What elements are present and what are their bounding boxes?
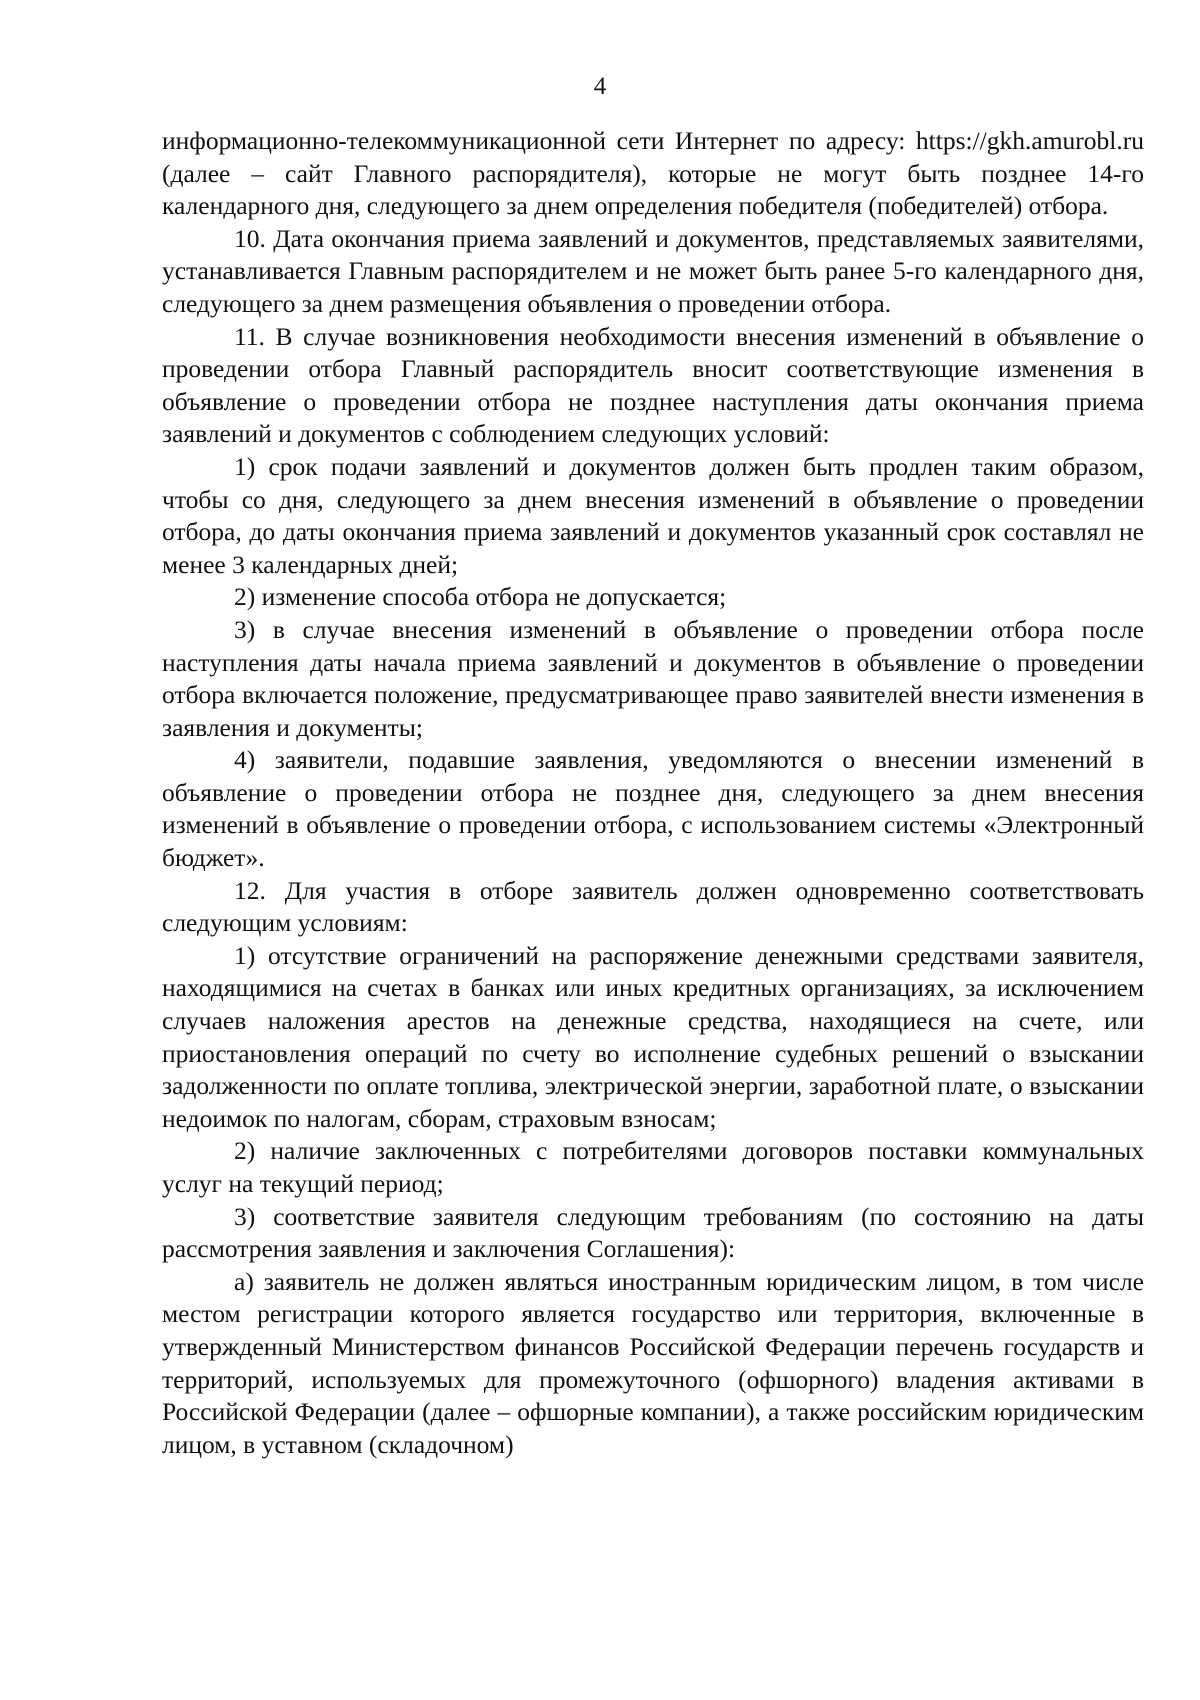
paragraph-subitem-11-2: 2) изменение способа отбора не допускается; bbox=[234, 582, 727, 612]
paragraph-subitem-11-1: 1) срок подачи заявлений и документов должен быть продлен таким образом, чтобы со дня, следующего за днем внесения изменений в объявление о проведении отбора, до даты окончания приема заявлений и документов указанный срок составлял не менее 3 календарных дней; bbox=[162, 451, 1144, 579]
paragraph-subitem-12-1: 1) отсутствие ограничений на распоряжение денежными средствами заявителя, находящимися на счетах в банках или иных кредитных организациях, за исключением случаев наложения арестов на денежные средства, находящиеся на счете, или приостановления операций по счету во исполнение судебных решений о взыскании задолженности по оплате топлива, электрической энергии, заработной плате, о взыскании недоимок по налогам, сборам, страховым взносам; bbox=[162, 940, 1144, 1133]
document-body bbox=[162, 125, 1144, 1461]
paragraph-continuation: информационно-телекоммуникационной сети Интернет по адресу: https://gkh.amurobl.ru (далее – сайт Главного распорядителя), которые не могут быть позднее 14-го календарного дня, следующего за днем определения победителя (победителей) отбора. bbox=[162, 126, 1144, 221]
paragraph-subitem-11-3: 3) в случае внесения изменений в объявление о проведении отбора после наступления даты начала приема заявлений и документов в объявление о проведении отбора включается положение, предусматривающее право заявителей внести изменения в заявления и документы; bbox=[162, 614, 1144, 742]
paragraph-subitem-11-4: 4) заявители, подавшие заявления, уведомляются о внесении изменений в объявление о проведении отбора не позднее дня, следующего за днем внесения изменений в объявление о проведении отбора, с использованием системы «Электронный бюджет». bbox=[162, 745, 1144, 873]
paragraph-item-12: 12. Для участия в отборе заявитель должен одновременно соответствовать следующим условиям: bbox=[162, 875, 1144, 938]
paragraph-subitem-12-2: 2) наличие заключенных с потребителями договоров поставки коммунальных услуг на текущий период; bbox=[162, 1136, 1144, 1198]
paragraph-item-10: 10. Дата окончания приема заявлений и документов, представляемых заявителями, устанавливается Главным распорядителем и не может быть ранее 5-го календарного дня, следующего за днем размещения объявления о проведении отбора. bbox=[162, 223, 1144, 318]
paragraph-subitem-12-3-a: а) заявитель не должен являться иностранным юридическим лицом, в том числе местом регистрации которого является государство или территория, включенные в утвержденный Министерством финансов Российской Федерации перечень государств и территорий, используемых для промежуточного (офшорного) владения активами в Российской Федерации (далее – офшорные компании), а также российским юридическим лицом, в уставном (складочном) bbox=[162, 1266, 1144, 1459]
paragraph-item-11: 11. В случае возникновения необходимости внесения изменений в объявление о проведении отбора Главный распорядитель вносит соответствующие изменения в объявление о проведении отбора не позднее наступления даты окончания приема заявлений и документов с соблюдением следующих условий: bbox=[162, 321, 1144, 449]
page-number: 4 bbox=[593, 73, 607, 100]
paragraph-subitem-12-3: 3) соответствие заявителя следующим требованиям (по состоянию на даты рассмотрения заявления и заключения Соглашения): bbox=[162, 1201, 1144, 1264]
